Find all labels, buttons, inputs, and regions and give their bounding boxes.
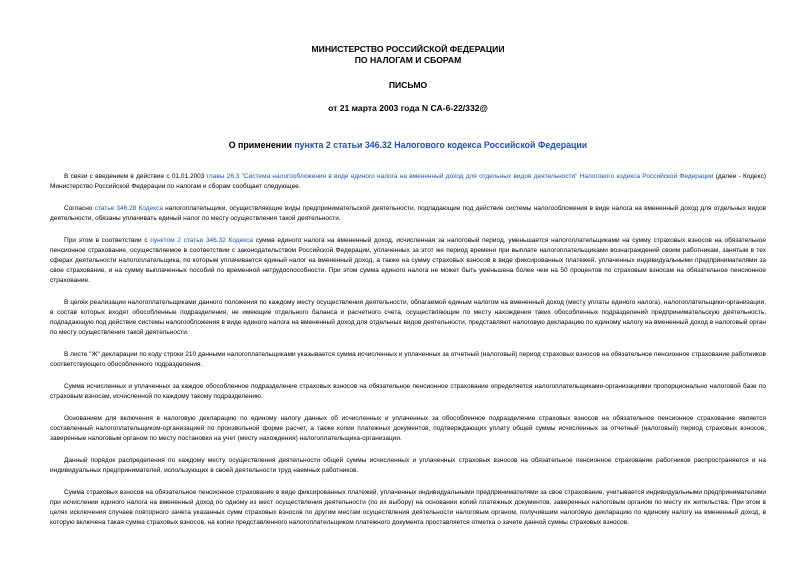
paragraph-7 [50,414,766,444]
paragraph-9 [50,488,766,528]
document-subject [50,140,766,150]
paragraph-6 [50,382,766,402]
issuer-line-2: ПО НАЛОГАМ И СБОРАМ [354,55,462,65]
link-article-346-32-p2[interactable]: пунктом 2 статьи 346.32 Кодекса [150,237,253,244]
subject-prefix: О применении [228,140,295,150]
issuer-header [50,44,766,66]
document-date-number: от 21 марта 2003 года N СА-6-22/332@ [328,103,488,113]
paragraph-3 [50,236,766,286]
paragraph-6-text: Сумма исчисленных и уплаченных за каждое обособленное подразделение страховых взносов на обязательное пенсионное страхование определяется налогоплательщиками-организациями пропорционально налоговой базе по страховым взносам, исчисленной по каждому такому подразделению. [50,383,766,400]
paragraph-2-text-a: Согласно [64,205,95,212]
paragraph-8-text: Данный порядок распределения по каждому месту осуществления деятельности общей суммы исчисленных и уплаченных страховых взносов на обязательное пенсионное страхование работников распространяется и на индивидуальных предпринимателей, использующих в своей деятельности труд наемных работников. [50,457,766,474]
link-chapter-26-3[interactable]: главы 26.3 "Система налогообложения в виде единого налога на вмененный доход для отдельных видов деятельности" Налогового кодекса Российской Федерации [206,173,714,180]
document-page [50,44,766,528]
paragraph-3-text-a: При этом в соответствии с [64,237,151,244]
paragraph-4 [50,298,766,338]
paragraph-1 [50,172,766,192]
paragraph-2-text-b: налогоплательщики, осуществляющие виды предпринимательской деятельности, подпадающие под действие системы налогообложения в виде налога на вмененный доход для отдельных видов деятельности, обязаны уплачивать единый налог по месту осуществления такой деятельности. [50,205,766,222]
paragraph-1-text-a: В связи с введением в действие с 01.01.2003 [64,173,207,180]
paragraph-4-text: В целях реализации налогоплательщиками данного положения по каждому месту осуществления деятельности, облагаемой единым налогом на вмененный доход (месту уплаты единого налога), налогоплательщики-организации, в состав которых входят обособленные подразделения, не имеющие отдельного баланса и расчетного счета, осуществляющие по месту нахождения таких обособленных подразделений предпринимательскую деятельность, подпадающую под действие системы налогообложения в виде единого налога на вмененный доход для отдельных видов деятельности, представляют налоговую декларацию по единому налогу на вмененный доход в налоговый орган по месту осуществления такой деятельности. [50,299,766,336]
paragraph-2 [50,204,766,224]
issuer-line-1: МИНИСТЕРСТВО РОССИЙСКОЙ ФЕДЕРАЦИИ [311,44,505,54]
paragraph-1-text-b: (далее - Кодекс) Министерство Российской Федерации по налогам и сборам сообщает следующее. [50,173,767,190]
paragraph-5 [50,350,766,370]
document-type: ПИСЬМО [388,80,428,90]
subject-link[interactable]: пункта 2 статьи 346.32 Налогового кодекса Российской Федерации [294,140,588,150]
paragraph-3-text-b: сумма единого налога на вмененный доход, исчисленная за налоговый период, уменьшается налогоплательщиками на сумму страховых взносов на обязательное пенсионное страхование, осуществляемое в соответствии с законодательством Российской Федерации, уплаченных за этот же период времени при выплате налогоплательщиками вознаграждений своим работникам, занятым в тех сферах деятельности налогоплательщика, по которым уплачивается единый налог на вмененный доход, а также на сумму страховых взносов в виде фиксированных платежей, уплаченных индивидуальными предпринимателями за свое страхование, и на сумму выплаченных пособий по временной нетрудоспособности. При этом сумма единого налога не может быть уменьшена более чем на 50 процентов по страховым взносам на обязательное пенсионное страхование. [50,237,766,284]
paragraph-7-text: Основанием для включения в налоговую декларацию по единому налогу данных об исчисленных и уплаченных за обособленное подразделение страховых взносов на обязательное пенсионное страхование является составленный налогоплательщиком-организацией по произвольной форме расчет, а также копии платежных документов, подтверждающих уплату общей суммы исчисленных за отчетный (налоговый) период страховых взносов, заверенные налоговым органом по месту постановки на учет (месту нахождения) налогоплательщика-организации. [50,415,766,442]
paragraph-5-text: В листе "Ж" декларации по коду строки 210 данными налогоплательщиками указывается сумма исчисленных и уплаченных за отчетный (налоговый) период страховых взносов на обязательное пенсионное страхование работников соответствующего обособленного подразделения. [50,351,766,368]
paragraph-9-text: Сумма страховых взносов на обязательное пенсионное страхование в виде фиксированных платежей, уплаченных индивидуальными предпринимателями за свое страхование, учитывается индивидуальными предпринимателями при исчислении единого налога на вмененный доход по одному из мест осуществления деятельности (по их выбору) на основании копий платежных документов, заверенных налоговым органом по месту их жительства. При этом в целях исключения случаев повторного зачета указанных сумм страховых взносов по другим местам осуществления деятельности налоговым органом, получившим налоговую декларацию по единому налогу на вмененный доход, в которую включена такая сумма страховых взносов, на копии представленного налогоплательщиком платежного документа проставляется отметка о зачете данной суммы страховых взносов. [50,489,766,526]
link-article-346-28[interactable]: статье 346.28 Кодекса [94,205,163,212]
paragraph-8 [50,456,766,476]
